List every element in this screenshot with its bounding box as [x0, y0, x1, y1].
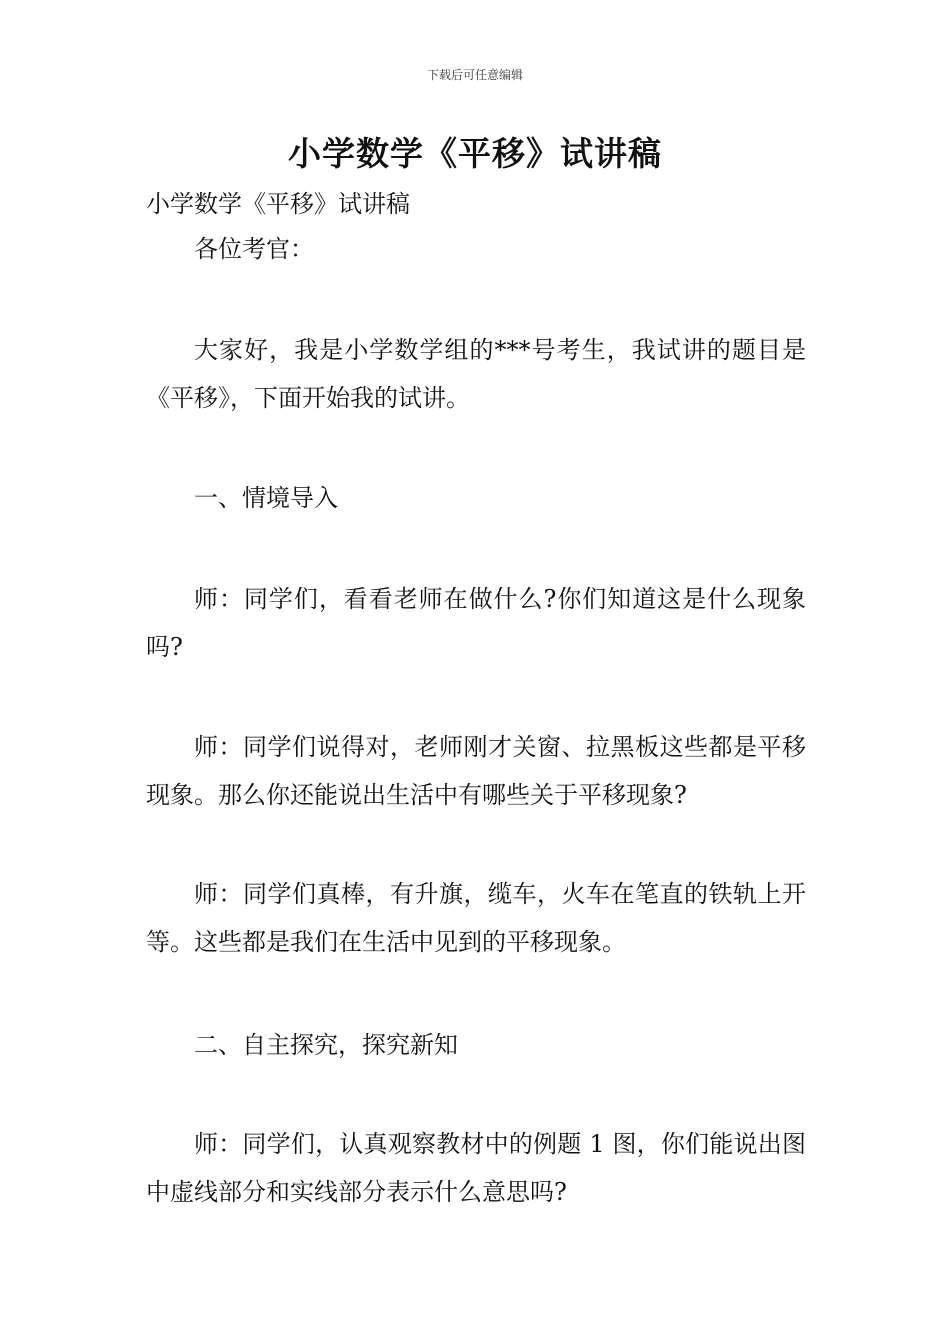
header-note: 下载后可任意编辑: [426, 68, 523, 82]
paragraph-teacher-1: 师：同学们，看看老师在做什么?你们知道这是什么现象吗?: [146, 585, 806, 661]
paragraph-intro: 大家好，我是小学数学组的***号考生，我试讲的题目是《平移》，下面开始我的试讲。: [146, 336, 806, 412]
paragraph-greeting: 各位考官：: [194, 235, 314, 263]
document-subtitle: 小学数学《平移》试讲稿: [146, 190, 410, 218]
paragraph-teacher-3: 师：同学们真棒，有升旗，缆车，火车在笔直的铁轨上开等。这些都是我们在生活中见到的平移现象。: [146, 880, 806, 956]
paragraph-teacher-2: 师：同学们说得对，老师刚才关窗、拉黑板这些都是平移现象。那么你还能说出生活中有哪些关于平移现象?: [146, 733, 806, 809]
paragraph-teacher-4: 师：同学们，认真观察教材中的例题 1 图，你们能说出图中虚线部分和实线部分表示什么意思吗?: [146, 1130, 806, 1206]
section-heading-2: 二、自主探究，探究新知: [194, 1031, 458, 1059]
document-title: 小学数学《平移》试讲稿: [288, 134, 662, 173]
section-heading-1: 一、情境导入: [194, 484, 338, 512]
